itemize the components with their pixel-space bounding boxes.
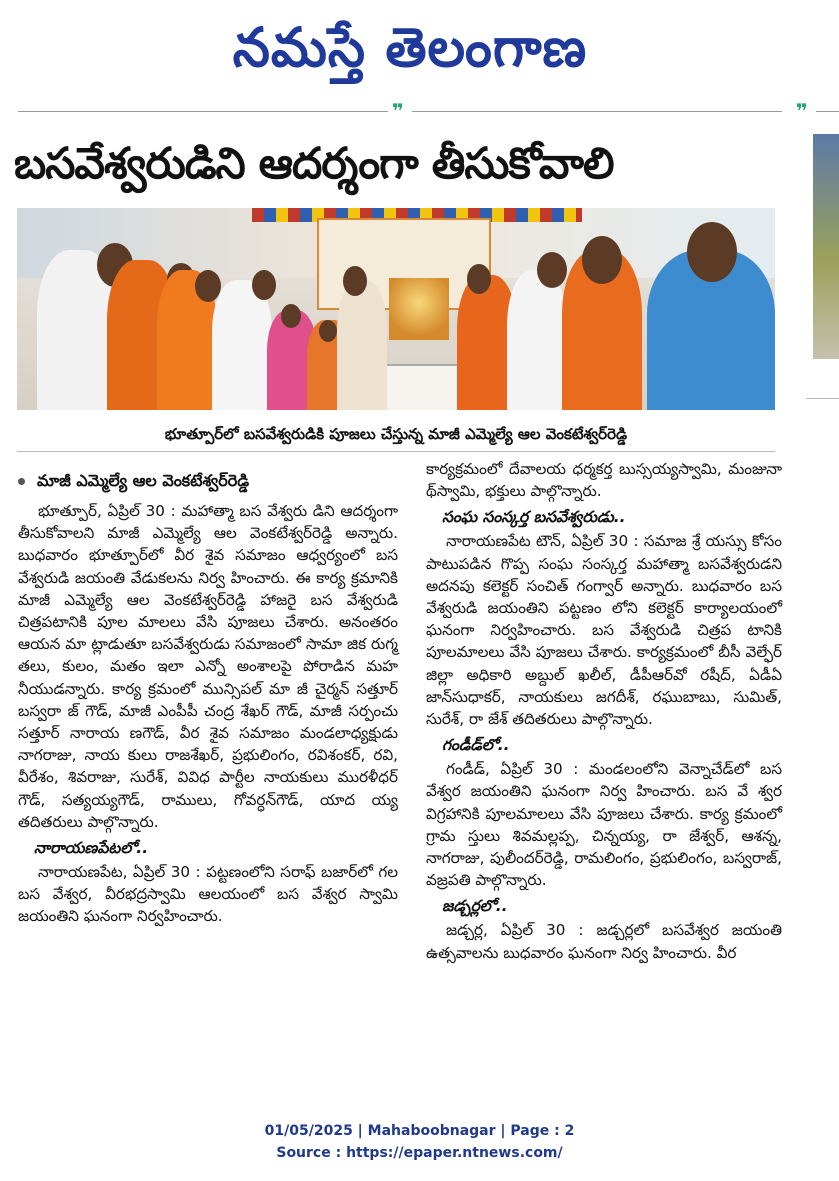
article-paragraph: కార్యక్రమంలో దేవాలయ ధర్మకర్త బుస్సయ్యస్వామి, మంజునా థ్‌స్వామి, భక్తులు పాల్గొన్నారు. bbox=[426, 460, 782, 501]
quote-mark-icon: ❞ bbox=[796, 99, 808, 123]
article-column-2 bbox=[426, 458, 782, 964]
article-paragraph: గండీడ్, ఏప్రిల్ 30 : మండలంలోని వెన్నాచేడ్‌లో బస వేశ్వర జయంతిని ఘనంగా నిర్వ హించారు. బస వే శ్వర విగ్రహానికి పూలమాలలు వేసి పూజలు చేశారు. కార్య క్రమంలో గ్రామ స్తులు శివమల్లప్ప, చిన్నయ్య, రా జేశ్వర్, ఆశన్న, నాగరాజు, పులీందర్‌రెడ్డి, రామలింగం, ప్రభులింగం, బస్వరాజ్, వజ్రపతి పాల్గొన్నారు. bbox=[426, 760, 782, 890]
adjacent-article-clip bbox=[806, 128, 839, 1108]
bullet-icon bbox=[18, 478, 25, 485]
newspaper-logo: నమస్తే తెలంగాణ bbox=[232, 16, 588, 79]
article-column-1 bbox=[18, 468, 398, 928]
article-paragraph: నారాయణపేట, ఏప్రిల్ 30 : పట్టణంలోని సరాఫ్ బజార్‌లో గల బస వేశ్వర, వీరభద్రస్వామి ఆలయంలో బస వేశ్వర స్వామి జయంతిని ఘనంగా నిర్వహించారు. bbox=[18, 863, 398, 926]
article-headline: బసవేశ్వరుడిని ఆదర్శంగా తీసుకోవాలి bbox=[14, 139, 614, 189]
divider bbox=[816, 111, 839, 112]
page-footer bbox=[0, 1120, 839, 1164]
adjacent-photo bbox=[813, 134, 839, 359]
article-paragraph: జడ్చర్ల, ఏప్రిల్ 30 : జడ్చర్లలో బసవేశ్వర జయంతి ఉత్సవాలను బుధవారం ఘనంగా నిర్వ హించారు. వీర bbox=[426, 921, 782, 962]
divider bbox=[412, 111, 782, 112]
subheading: జడ్చర్లలో.. bbox=[442, 897, 508, 916]
masthead bbox=[0, 0, 839, 100]
article-paragraph: భూత్పూర్, ఏప్రిల్ 30 : మహాత్మా బస వేశ్వరు డిని ఆదర్శంగా తీసుకోవాలని మాజీ ఎమ్మెల్యే ఆల వెంకటేశ్వర్‌రెడ్డి అన్నారు. బుధవారం భూత్పూర్‌లో వీర శైవ సమాజం ఆధ్వర్యంలో బస వేశ్వరుడి జయంతి వేడుకలను నిర్వ హించారు. ఈ కార్య క్రమానికి మాజీ ఎమ్మెల్యే ఆల వెంకటేశ్వర్‌రెడ్డి హాజరై బస వేశ్వరుడి చిత్రపటానికి పూల మాలలు వేసి పూజలు చేశారు. అనంతరం ఆయన మా ట్లాడుతూ బసవేశ్వరుడు సమాజంలో సామా జిక రుగ్మ తలు, కులం, మతం ఇలా ఎన్నో అంశాలపై పోరాడిన మహ నీయుడన్నారు. కార్య క్రమంలో మున్సిపల్ మా జీ చైర్మన్ సత్తూర్ బస్వరా జ్ గౌడ్, మాజీ ఎంపీపీ చంద్ర శేఖర్ గౌడ్, మాజీ సర్పంచు సత్తూర్ నారాయ ణగౌడ్, వీర శైవ సమాజం మండలాధ్యక్షుడు నాగరాజు, నాయ కులు రాజశేఖర్, ప్రభులింగం, రవిశంకర్, రవి, వీరేశం, శివరాజు, సురేశ్, వివిధ పార్టీల నాయకులు మురళీధర్ గౌడ్, సత్యయ్యగౌడ్, రాములు, గోవర్ధన్‌గౌడ్, యాద య్య తదితరులు పాల్గొన్నారు. bbox=[18, 502, 398, 831]
subheading: గండీడ్‌లో.. bbox=[442, 736, 510, 755]
article-photo bbox=[17, 208, 775, 410]
footer-source-link[interactable]: Source : https://epaper.ntnews.com/ bbox=[276, 1145, 563, 1161]
quote-mark-icon: ❞ bbox=[392, 99, 404, 123]
byline: మాజీ ఎమ్మెల్యే ఆల వెంకటేశ్వర్‌రెడ్డి bbox=[18, 468, 398, 494]
subheading: సంఘ సంస్కర్త బసవేశ్వరుడు.. bbox=[442, 508, 626, 527]
footer-date-edition: 01/05/2025 | Mahaboobnagar | Page : 2 bbox=[264, 1123, 575, 1139]
photo-caption: భూత్పూర్‌లో బసవేశ్వరుడికి పూజలు చేస్తున్న మాజీ ఎమ్మెల్యే ఆల వెంకటేశ్వర్‌రెడ్డి bbox=[17, 417, 775, 452]
subheading: నారాయణపేటలో.. bbox=[34, 839, 149, 858]
article-paragraph: నారాయణపేట టౌన్, ఏప్రిల్ 30 : సమాజ శ్రే యస్సు కోసం పాటుపడిన గొప్ప సంఘ సంస్కర్త మహాత్మా బసవేశ్వరుడని అదనపు కలెక్టర్ సంచిత్ గంగ్వార్ అన్నారు. బుధవారం బస వేశ్వరుడి జయంతిని పట్టణం లోని కలెక్టర్ కార్యాలయంలో ఘనంగా నిర్వహించారు. బస వేశ్వరుడి చిత్రప టానికి పూలమాలలు వేసి పూజలు చేశారు. కార్యక్రమంలో బీసీ వెల్ఫేర్ జిల్లా అధికారి అబ్దుల్ ఖలీల్, డీపీఆర్‌వో రషీద్, ఏడీఏ జాన్‌సుధాకర్, నాయకులు జగదీశ్, రఘుబాబు, సుమిత్, సురేశ్, రా జేశ్ తదితరులు పాల్గొన్నారు. bbox=[426, 532, 782, 729]
divider bbox=[18, 111, 388, 112]
